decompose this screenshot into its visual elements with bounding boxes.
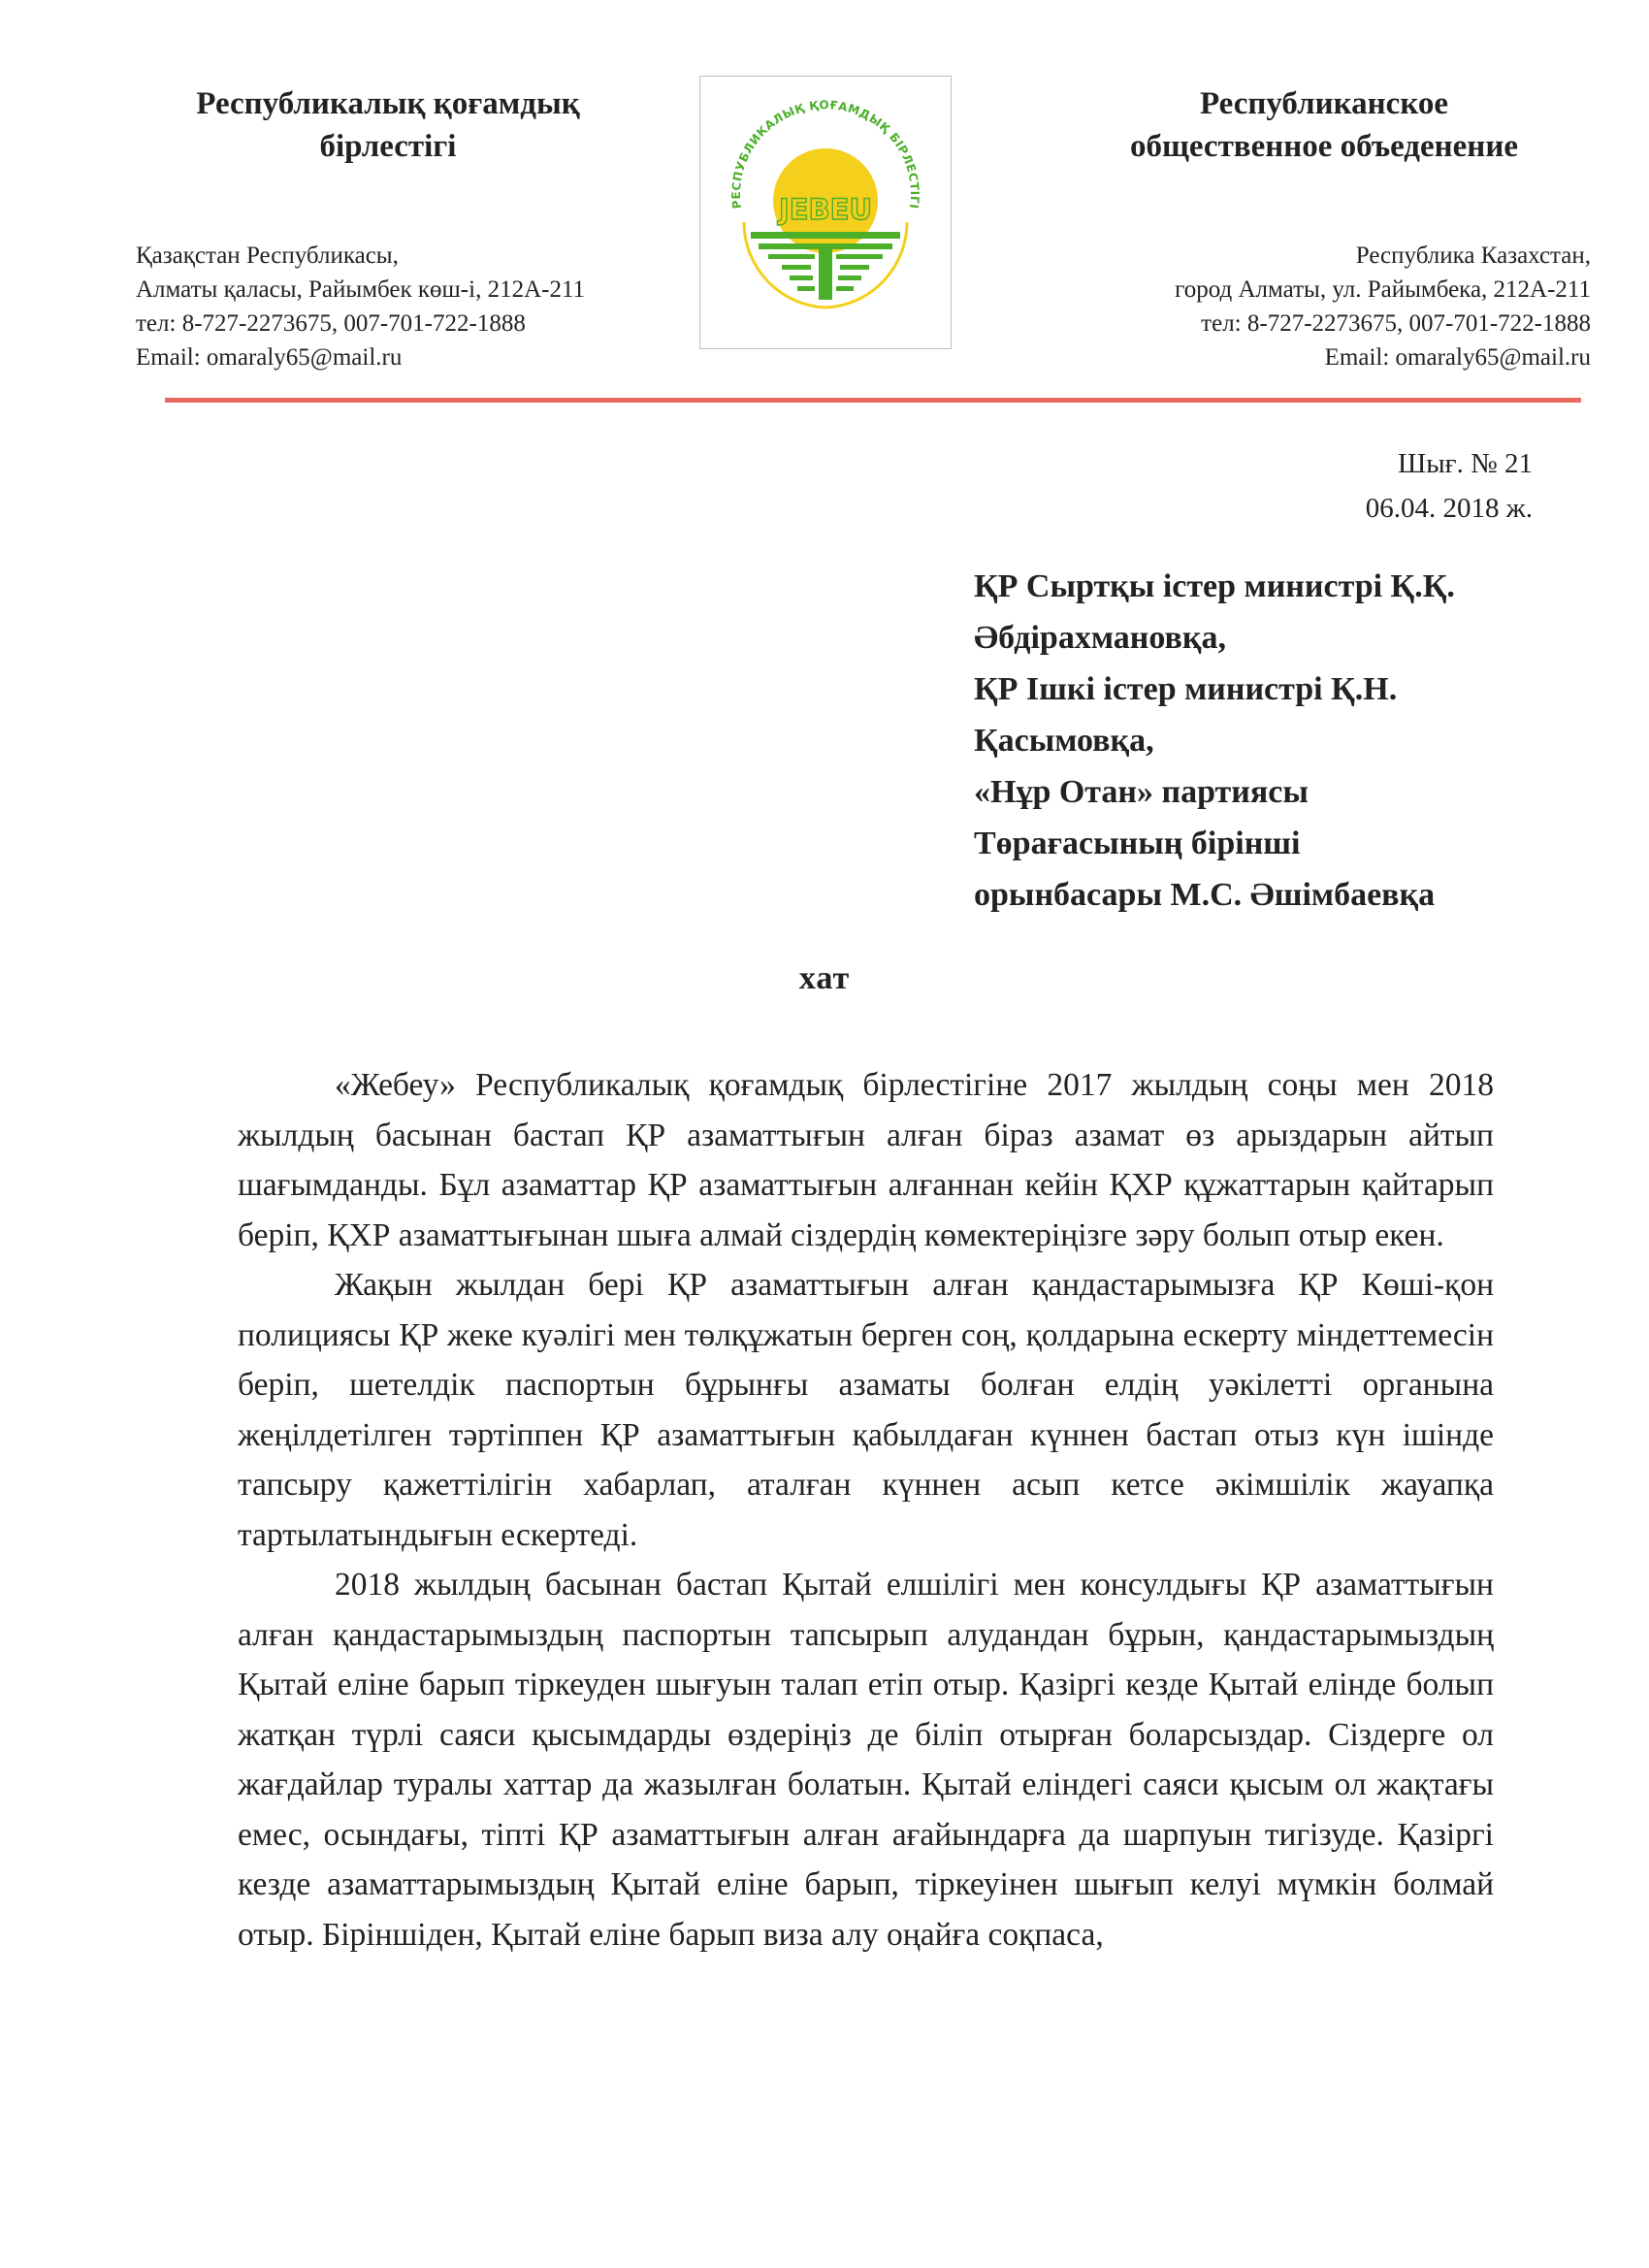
logo-wordmark: JEBEU (778, 193, 873, 226)
body-paragraph: 2018 жылдың басынан бастап Қытай елшілігі мен консулдығы ҚР азаматтығын алған қандастарымыздың паспортын тапсырып алудандан бұрын, қандастарымыздың Қытай еліне барып тіркеуден шығуын талап етіп отыр. Қазіргі кезде Қытай елінде болып жатқан түрлі саяси қысымдарды өздеріңіз де біліп отырған боларсыздар. Сіздерге ол жағдайлар туралы хаттар да жазылған болатын. Қытай еліндегі саяси қысым ол жақтағы емес, осындағы, тіпті ҚР азаматтығын алған ағайындарға да шарпуын тигізуде. Қазіргі кезде азаматтарымыздың Қытай еліне барып, тіркеуінен шығып келуі мүмкін болмай отыр. Біріншіден, Қытай еліне барып виза алу оңайға соқпаса, (238, 1567, 1494, 1953)
org-name-kazakh (136, 82, 640, 168)
step-bar (782, 265, 811, 270)
phone-line: тел: 8-727-2273675, 007-701-722-1888 (1201, 310, 1591, 337)
stem-shape (819, 249, 832, 300)
outgoing-reference (1366, 441, 1533, 531)
step-bar (838, 275, 861, 280)
address-line: Қазақстан Республикасы, (136, 243, 399, 269)
jebeu-emblem (700, 77, 951, 348)
recipient-line: Төрағасының бірінші (974, 826, 1301, 861)
letterhead-left (136, 82, 679, 374)
document-type-heading: хат (798, 960, 851, 996)
recipient-line: «Нұр Отан» партиясы (974, 774, 1309, 810)
horizon-bar (768, 254, 815, 259)
address-line: город Алматы, ул. Райымбека, 212А-211 (1175, 276, 1591, 303)
recipient-line: Қасымовқа, (974, 723, 1154, 759)
org-name-russian-line2: общественное объеденение (1130, 129, 1518, 164)
org-name-kazakh-line2: бірлестігі (319, 129, 457, 164)
email-line: Email: omaraly65@mail.ru (136, 344, 403, 371)
recipient-line: ҚР Ішкі істер министрі Қ.Н. (974, 671, 1398, 707)
outgoing-date: 06.04. 2018 ж. (1365, 493, 1533, 524)
step-bar (840, 265, 869, 270)
horizon-bar (836, 254, 883, 259)
body-paragraph: Жақын жылдан бері ҚР азаматтығын алған қандастарымызға ҚР Көші-қон полициясы ҚР жеке куәлігі мен төлқұжатын берген соң, қолдарына ескерту міндеттемесін беріп, шетелдік паспортын бұрынғы азаматы болған елдің уәкілетті органына жеңілдетілген тәртіппен ҚР азаматтығын қабылдаған күннен бастап отыз күн ішінде тапсыру қажеттілігін хабарлап, аталған күннен асып кетсе әкімшілік жауапқа тартылатындығын ескертеді. (238, 1267, 1494, 1553)
letter-body (238, 1060, 1494, 1960)
letterhead-right (1009, 82, 1591, 374)
org-name-kazakh-line1: Республикалық қоғамдық (196, 86, 580, 121)
outgoing-number: Шығ. № 21 (1397, 448, 1533, 479)
phone-line: тел: 8-727-2273675, 007-701-722-1888 (136, 310, 526, 337)
body-paragraph: «Жебеу» Республикалық қоғамдық бірлестігіне 2017 жылдың соңы мен 2018 жылдың басынан бастап ҚР азаматтығын алған біраз азамат өз арыздарын айтып шағымданды. Бұл азаматтар ҚР азаматтығын алғаннан кейін ҚХР құжаттарын қайтарып беріп, ҚХР азаматтығынан шыға алмай сіздердің көмектеріңізге зәру болып отыр екен. (238, 1067, 1494, 1253)
header-divider (165, 398, 1581, 403)
org-name-russian-line1: Республиканское (1199, 86, 1449, 121)
horizon-bar (759, 243, 892, 249)
address-kazakh (136, 239, 679, 374)
address-line: Республика Казахстан, (1355, 243, 1591, 269)
email-line: Email: omaraly65@mail.ru (1324, 344, 1591, 371)
address-russian (1009, 239, 1591, 374)
horizon-bar (751, 232, 900, 239)
recipient-block (974, 561, 1455, 921)
logo-arc-text: РЕСПУБЛИКАЛЫҚ ҚОҒАМДЫҚ БІРЛЕСТІГІ (728, 98, 922, 211)
recipient-line: Әбдірахмановқа, (974, 620, 1226, 656)
org-name-russian (1072, 82, 1576, 168)
recipient-line: орынбасары М.С. Әшімбаевқа (974, 877, 1436, 913)
step-bar (836, 286, 854, 291)
step-bar (797, 286, 815, 291)
step-bar (790, 275, 813, 280)
address-line: Алматы қаласы, Райымбек көш-і, 212А-211 (136, 276, 586, 303)
recipient-line: ҚР Сыртқы істер министрі Қ.Қ. (974, 568, 1455, 604)
logo (699, 76, 952, 349)
